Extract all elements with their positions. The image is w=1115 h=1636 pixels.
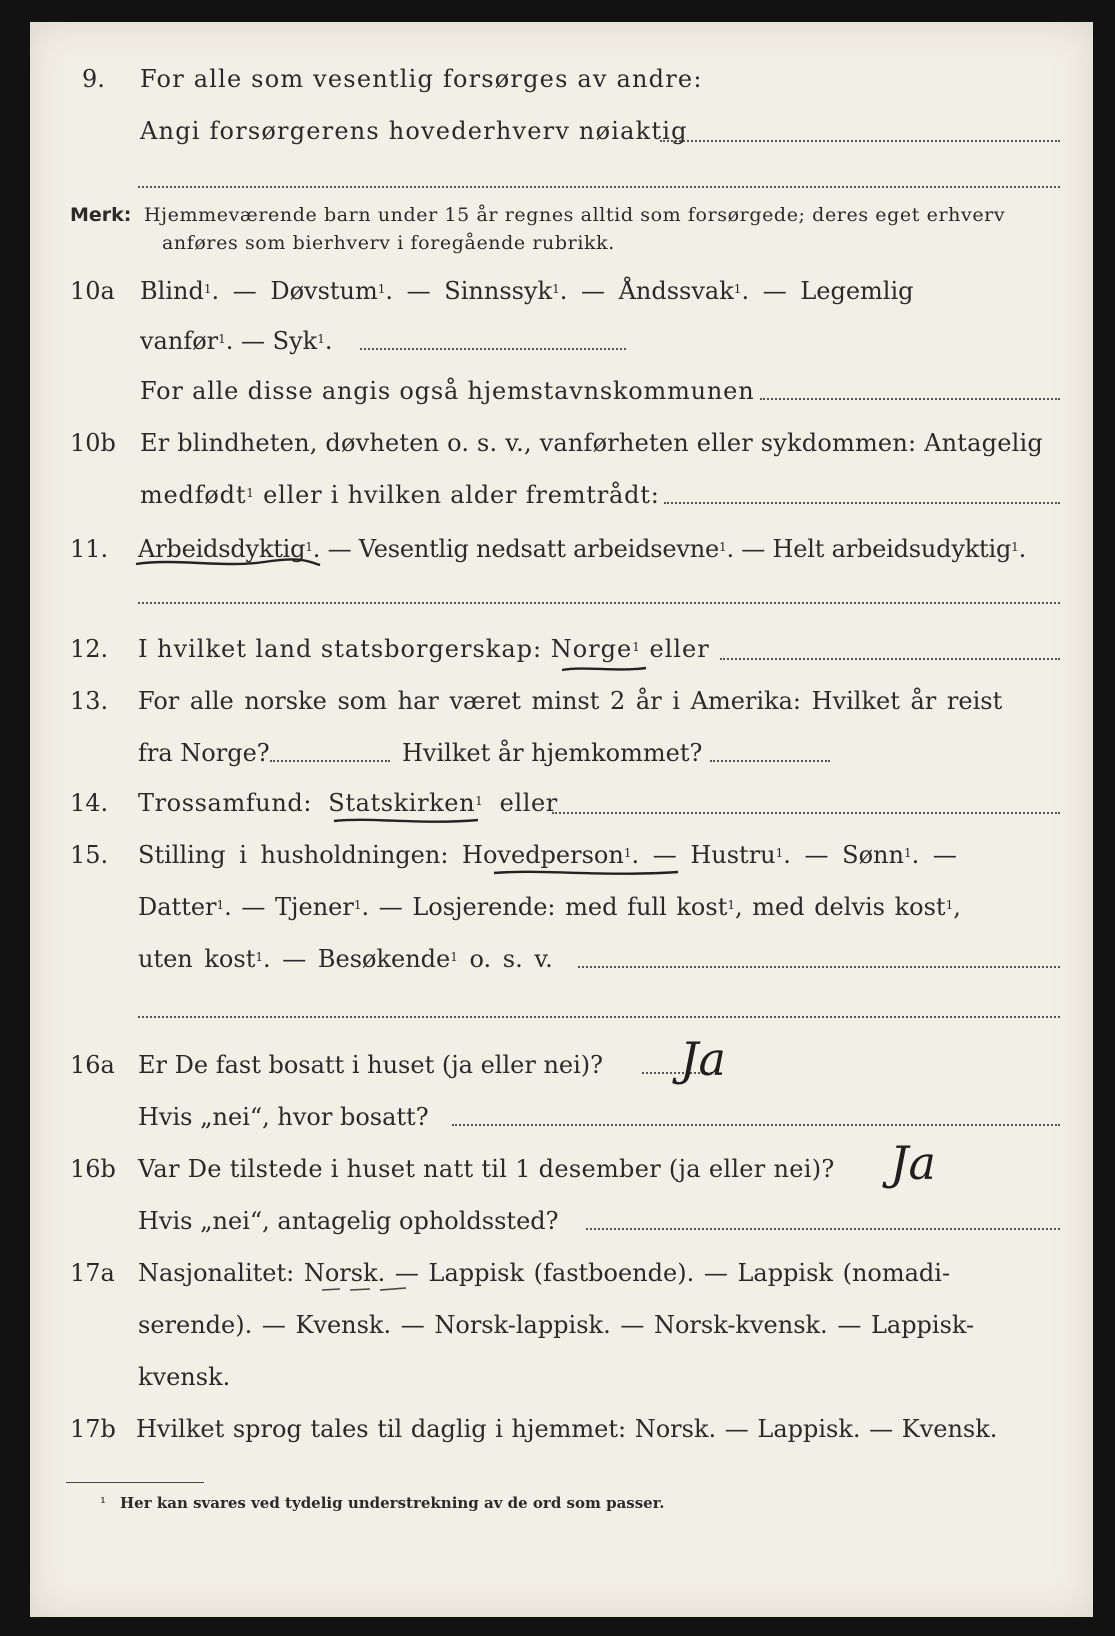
q11-text-1: Arbeidsdyktig$^1$. — Vesentlig nedsatt arbeidsevne$^1$. — Helt arbeidsudyktig$^1$. bbox=[138, 535, 1026, 563]
q17a-text-1: Nasjonalitet: Norsk. — Lappisk (fastboende). — Lappisk (nomadi- bbox=[138, 1259, 951, 1287]
q15-text-2: Datter$^1$. — Tjener$^1$. — Losjerende: med full kost$^1$, med delvis kost$^1$, bbox=[138, 893, 961, 921]
q10b-text-2: medfødt$^1$ eller i hvilken alder fremtrådt: bbox=[140, 481, 660, 509]
q16a-text-1: Er De fast bosatt i huset (ja eller nei)? bbox=[138, 1051, 604, 1079]
q9-text-1: For alle som vesentlig forsørges av andre: bbox=[140, 65, 703, 93]
q16a-bosatt-line bbox=[452, 1124, 1060, 1126]
q17a-text-2: serende). — Kvensk. — Norsk-lappisk. — Norsk-kvensk. — Lappisk- bbox=[138, 1311, 975, 1339]
q14-number: 14. bbox=[70, 789, 109, 817]
q10b-text-1: Er blindheten, døvheten o. s. v., vanførheten eller sykdommen: Antagelig bbox=[140, 429, 1043, 457]
q16b-text-1: Var De tilstede i huset natt til 1 desember (ja eller nei)? bbox=[138, 1155, 835, 1183]
q14-underline-statskirken bbox=[332, 814, 482, 828]
q17a-text-3: kvensk. bbox=[138, 1363, 231, 1391]
q15-number: 15. bbox=[70, 841, 109, 869]
q9-answer-line bbox=[660, 140, 1060, 142]
q13-text-1: For alle norske som har været minst 2 år i Amerika: Hvilket år reist bbox=[138, 687, 1003, 715]
q16b-handwritten-answer: Ja bbox=[890, 1136, 936, 1190]
q16a-number: 16a bbox=[70, 1051, 115, 1079]
q10a-text-2: vanfør$^1$. — Syk$^1$. bbox=[140, 327, 333, 355]
q17b-text-1: Hvilket sprog tales til daglig i hjemmet: Norsk. — Lappisk. — Kvensk. bbox=[136, 1415, 998, 1443]
q12-number: 12. bbox=[70, 635, 109, 663]
q16a-handwritten-answer: Ja bbox=[680, 1032, 726, 1086]
q11-number: 11. bbox=[70, 535, 109, 563]
q15-answer-line-2 bbox=[138, 1016, 1060, 1018]
q12-answer-line bbox=[720, 658, 1060, 660]
q15-answer-line bbox=[578, 966, 1060, 968]
q17b-number: 17b bbox=[70, 1415, 116, 1443]
q15-text-3: uten kost$^1$. — Besøkende$^1$ o. s. v. bbox=[138, 945, 553, 973]
q17a-number: 17a bbox=[70, 1259, 115, 1287]
q9-number: 9. bbox=[82, 65, 105, 93]
merk-label: Merk: bbox=[70, 204, 132, 226]
merk-text-1: Hjemmeværende barn under 15 år regnes alltid som forsørgede; deres eget erhverv bbox=[144, 204, 1006, 226]
footnote-rule bbox=[66, 1482, 204, 1483]
q15-text-1: Stilling i husholdningen: Hovedperson$^1$. — Hustru$^1$. — Sønn$^1$. — bbox=[138, 841, 957, 869]
q10a-text-3: For alle disse angis også hjemstavnskommunen bbox=[140, 377, 755, 405]
q16a-text-2: Hvis „nei“, hvor bosatt? bbox=[138, 1103, 429, 1131]
q12-text-1: I hvilket land statsborgerskap: Norge$^1$ eller bbox=[138, 635, 710, 663]
q10b-number: 10b bbox=[70, 429, 116, 457]
merk-text-2: anføres som bierhverv i foregående rubrikk. bbox=[162, 232, 615, 254]
q13-text-2b: Hvilket år hjemkommet? bbox=[402, 739, 703, 767]
footnote-text: Her kan svares ved tydelig understrekning av de ord som passer. bbox=[120, 1494, 665, 1512]
q17a-underline-norsk bbox=[320, 1284, 410, 1296]
q10a-text-1: Blind$^1$. — Døvstum$^1$. — Sinnssyk$^1$. — Åndssvak$^1$. — Legemlig bbox=[140, 277, 914, 305]
q13-reist-line bbox=[270, 760, 390, 762]
census-form-sheet bbox=[30, 22, 1093, 1617]
q10b-answer-line bbox=[664, 502, 1060, 504]
merk-block bbox=[70, 200, 131, 230]
q10a-answer-line bbox=[360, 348, 626, 350]
q13-hjemkommet-line bbox=[710, 760, 830, 762]
q11-answer-line bbox=[138, 602, 1060, 604]
q15-underline-hovedperson bbox=[492, 866, 682, 880]
q10a-number: 10a bbox=[70, 277, 115, 305]
q16b-text-2: Hvis „nei“, antagelig opholdssted? bbox=[138, 1207, 559, 1235]
footnote-mark: ¹ bbox=[100, 1494, 107, 1512]
q14-answer-line bbox=[552, 812, 1060, 814]
q12-underline-norge bbox=[560, 662, 650, 676]
q9-text-2: Angi forsørgerens hovederhverv nøiaktig bbox=[140, 117, 688, 145]
q13-text-2a: fra Norge? bbox=[138, 739, 270, 767]
q9-answer-line-2 bbox=[138, 186, 1060, 188]
q16b-opholdssted-line bbox=[586, 1228, 1060, 1230]
q13-number: 13. bbox=[70, 687, 109, 715]
q14-text-1: Trossamfund: Statskirken$^1$ eller bbox=[138, 789, 558, 817]
q11-underline-arbeidsdyktig bbox=[134, 556, 324, 570]
q10a-home-line bbox=[760, 398, 1060, 400]
q16b-number: 16b bbox=[70, 1155, 116, 1183]
